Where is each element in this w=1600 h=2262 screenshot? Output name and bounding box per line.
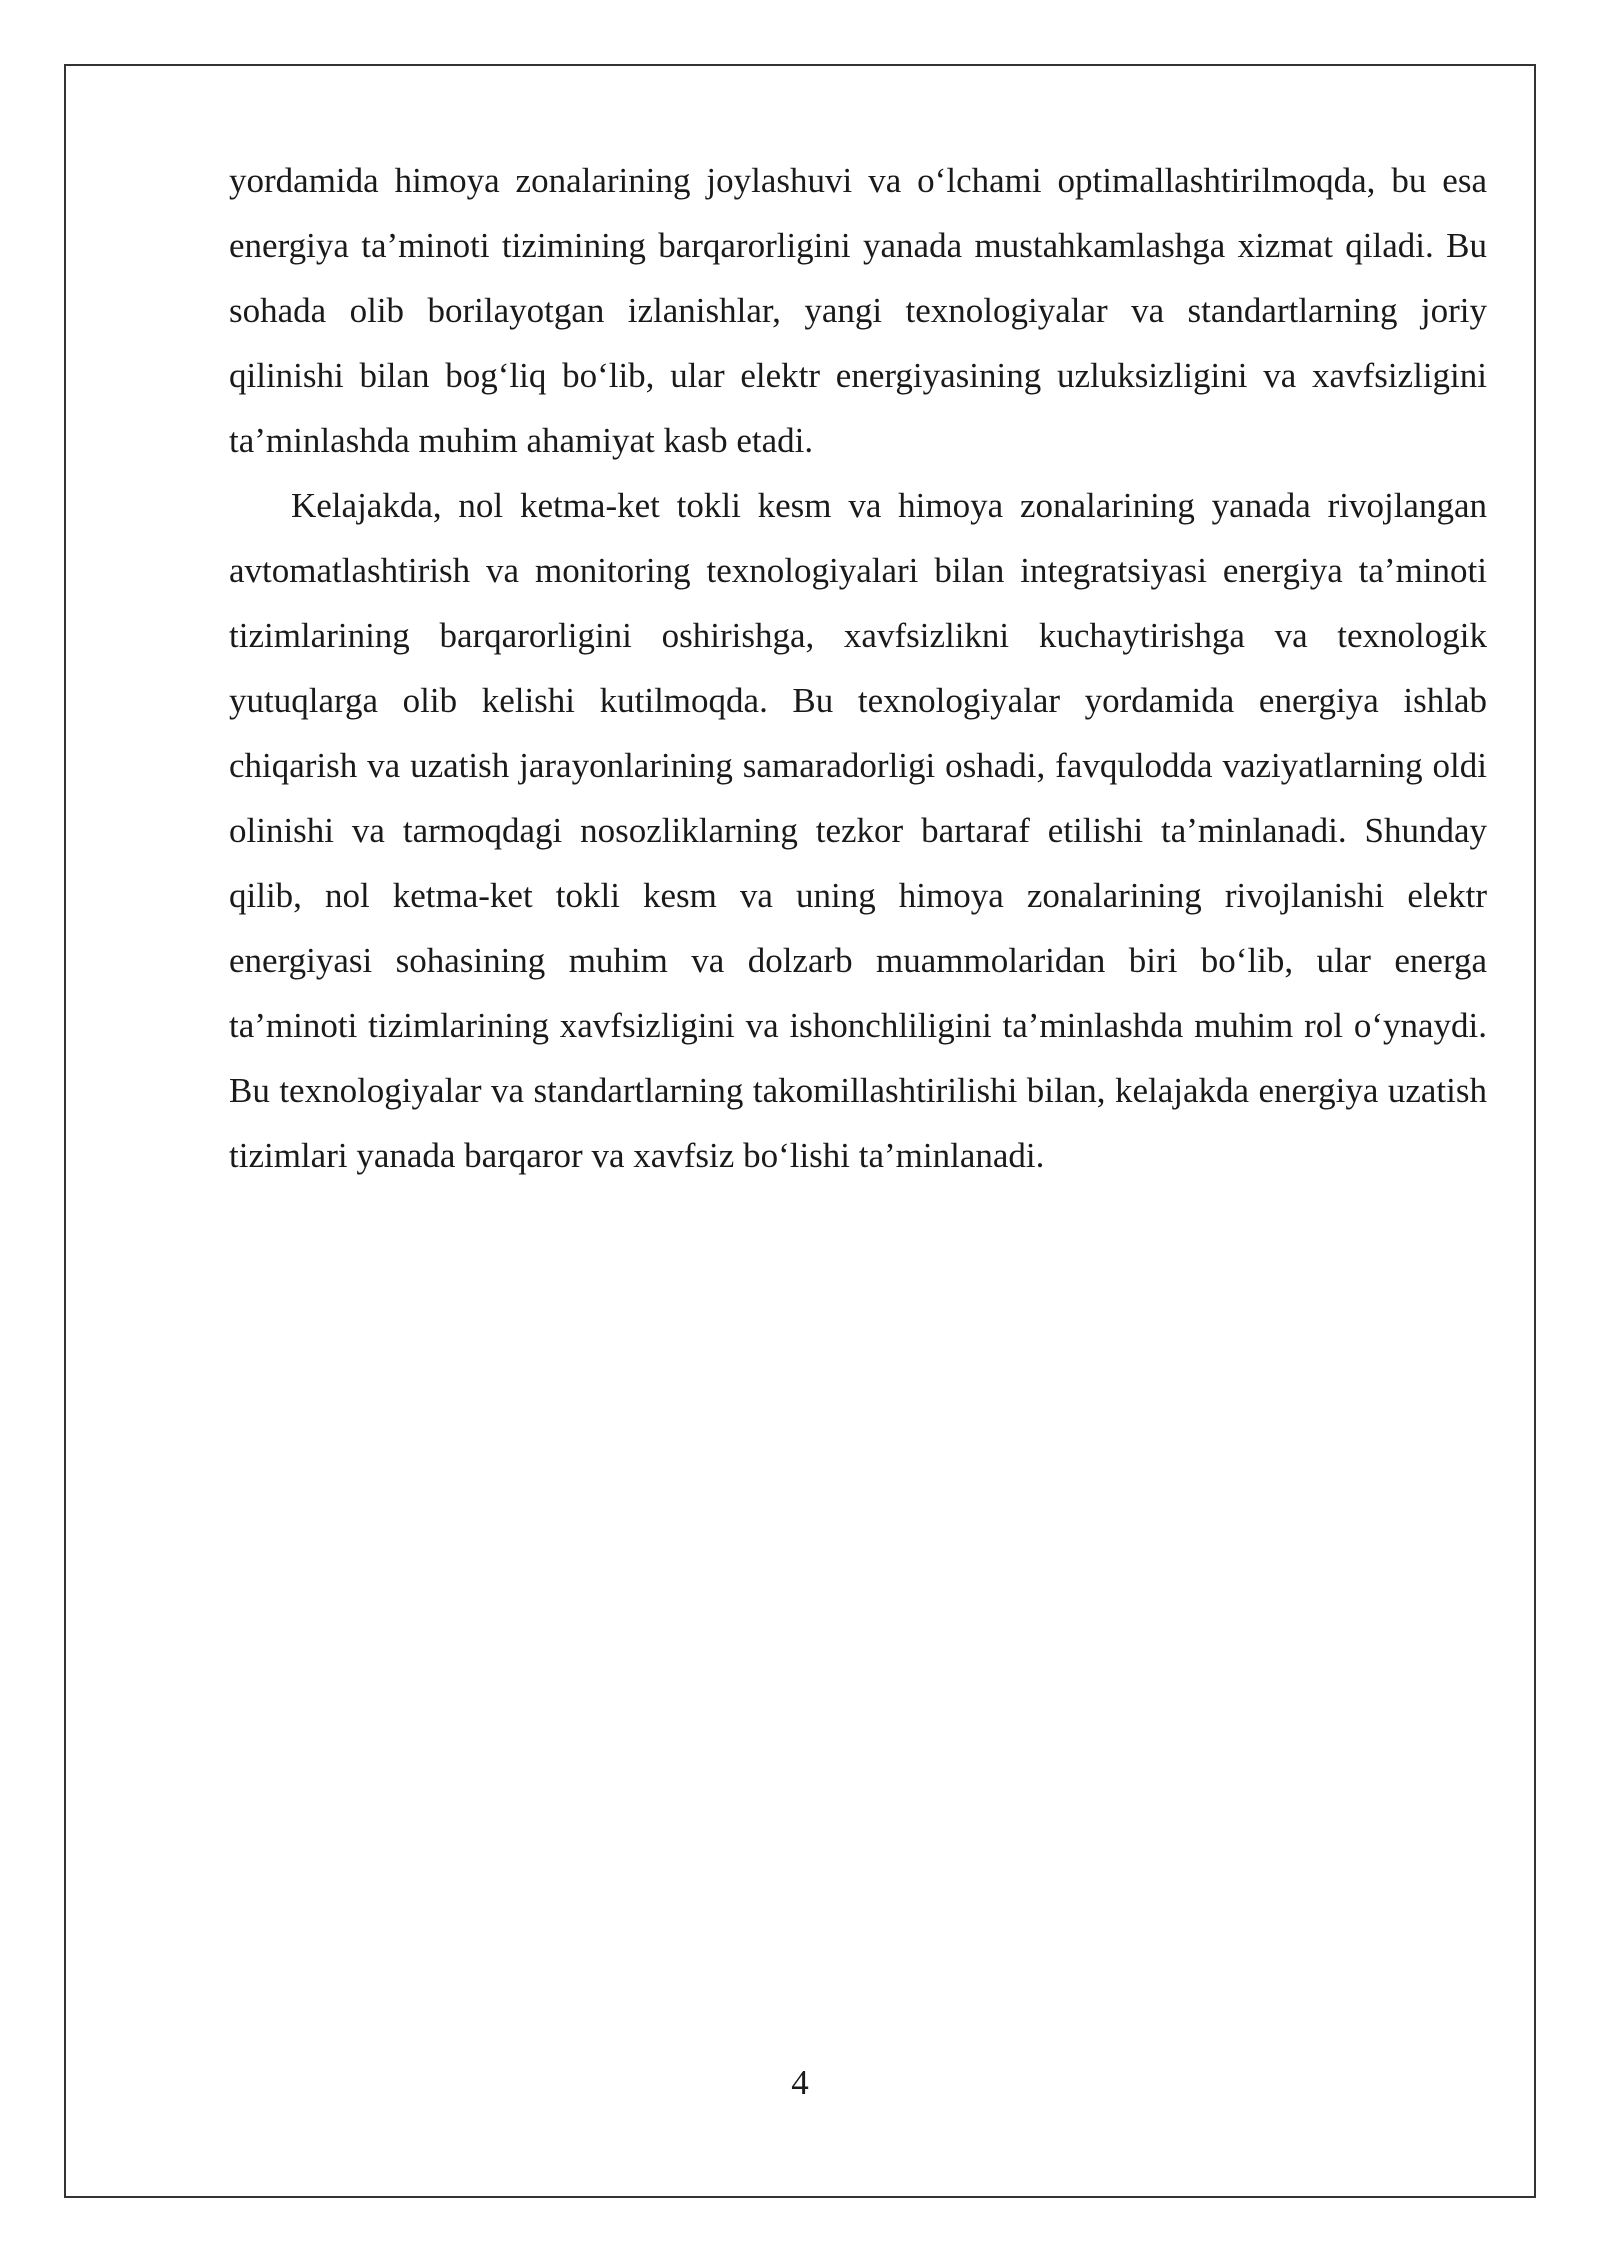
- paragraph-continuation: yordamida himoya zonalarining joylashuvi va o‘lchami optimallashtirilmoqda, bu esa energiya ta’minoti tizimining barqarorligini yanada mustahkamlashga xizmat qiladi. Bu sohada olib borilayotgan izlanishlar, yangi texnologiyalar va standartlarning joriy qilinishi bilan bog‘liq bo‘lib, ular elektr energiyasining uzluksizligini va xavfsizligini ta’minlashda muhim ahamiyat kasb etadi.: [229, 161, 1487, 460]
- document-body: [229, 148, 1487, 1188]
- paragraph-conclusion: Kelajakda, nol ketma-ket tokli kesm va himoya zonalarining yanada rivojlangan avtomatlashtirish va monitoring texnologiyalari bilan integratsiyasi energiya ta’minoti tizimlarining barqarorligini oshirishga, xavfsizlikni kuchaytirishga va texnologik yutuqlarga olib kelishi kutilmoqda. Bu texnologiyalar yordamida energiya ishlab chiqarish va uzatish jarayonlarining samaradorligi oshadi, favqulodda vaziyatlarning oldi olinishi va tarmoqdagi nosozliklarning tezkor bartaraf etilishi ta’minlanadi. Shunday qilib, nol ketma-ket tokli kesm va uning himoya zonalarining rivojlanishi elektr energiyasi sohasining muhim va dolzarb muammolaridan biri bo‘lib, ular energa ta’minoti tizimlarining xavfsizligini va ishonchliligini ta’minlashda muhim rol o‘ynaydi. Bu texnologiyalar va standartlarning takomillashtirilishi bilan, kelajakda energiya uzatish tizimlari yanada barqaror va xavfsiz bo‘lishi ta’minlanadi.: [229, 486, 1487, 1175]
- page-number: 4: [791, 2063, 809, 2102]
